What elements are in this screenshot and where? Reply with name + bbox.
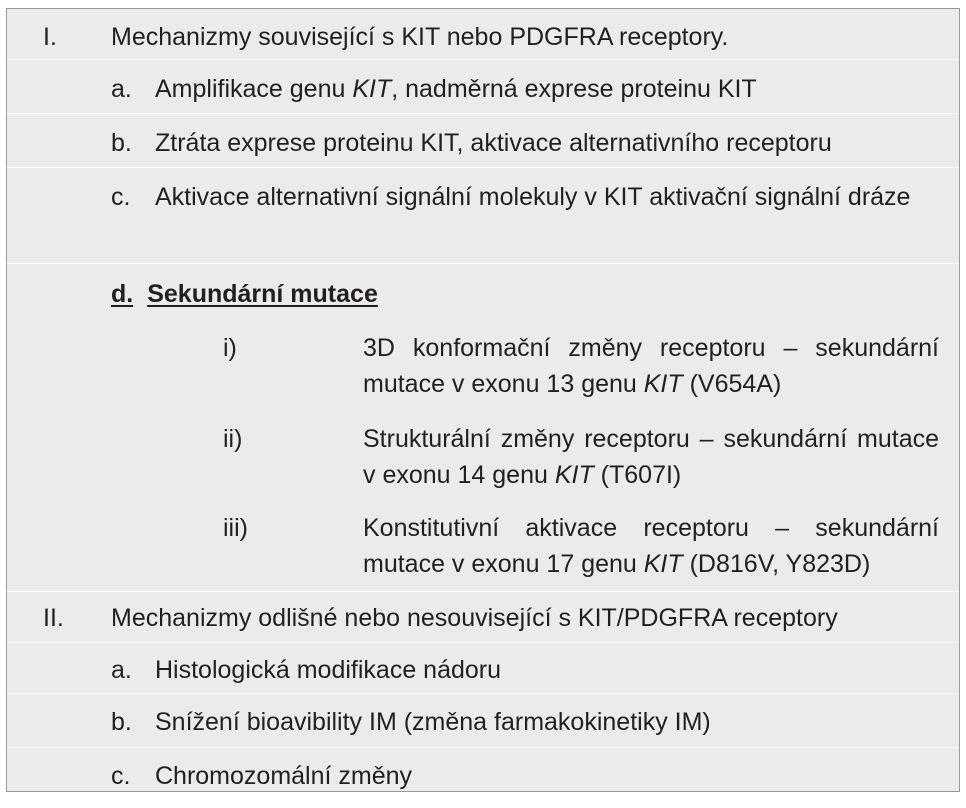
subitem-iii-text: Konstitutivní aktivace receptoru – sekundární mutace v exonu 17 genu KIT (D816V, Y823D)	[363, 514, 939, 578]
subitem-ii-label: ii)	[223, 425, 243, 453]
table-row-section-1	[7, 9, 959, 60]
item-1d-text: Sekundární mutace	[147, 280, 378, 308]
item-1d-label: d.	[111, 280, 134, 308]
subitem-i-text: 3D konformační změny receptoru – sekundární mutace v exonu 13 genu KIT (V654A)	[363, 334, 939, 398]
item-2c-text: Chromozomální změny	[155, 762, 413, 790]
table-row-2b	[7, 694, 959, 748]
table-row-1a	[7, 60, 959, 114]
item-2c-label: c.	[111, 762, 131, 790]
item-2b-text: Snížení bioavibility IM (změna farmakokinetiky IM)	[155, 708, 711, 736]
section-2-number: II.	[43, 604, 64, 632]
section-2-title: Mechanizmy odlišné nebo nesouvisející s KIT/PDGFRA receptory	[111, 604, 838, 632]
table-row-1d	[7, 264, 959, 592]
item-1a-label: a.	[111, 75, 132, 103]
item-2a-text: Histologická modifikace nádoru	[155, 656, 502, 684]
subitem-iii-label: iii)	[223, 514, 248, 542]
table-row-2c	[7, 748, 959, 791]
mechanisms-table	[6, 8, 960, 792]
item-1a-text: Amplifikace genu KIT, nadměrná exprese proteinu KIT	[155, 75, 757, 103]
table-row-section-2	[7, 592, 959, 643]
table-row-2a	[7, 643, 959, 694]
table-row-1b	[7, 114, 959, 168]
item-2b-label: b.	[111, 708, 132, 736]
item-1b-label: b.	[111, 129, 132, 157]
section-1-title: Mechanizmy související s KIT nebo PDGFRA receptory.	[111, 23, 729, 51]
item-1c-label: c.	[111, 183, 131, 211]
subitem-ii-text: Strukturální změny receptoru – sekundární mutace v exonu 14 genu KIT (T607I)	[363, 425, 939, 489]
item-1c-text: Aktivace alternativní signální molekuly v KIT aktivační signální dráze	[155, 183, 911, 211]
item-2a-label: a.	[111, 656, 132, 684]
item-1b-text: Ztráta exprese proteinu KIT, aktivace alternativního receptoru	[155, 129, 832, 157]
table-row-1c	[7, 168, 959, 264]
subitem-i-label: i)	[223, 334, 237, 362]
item-1d-heading	[111, 276, 378, 312]
section-1-number: I.	[43, 23, 57, 51]
